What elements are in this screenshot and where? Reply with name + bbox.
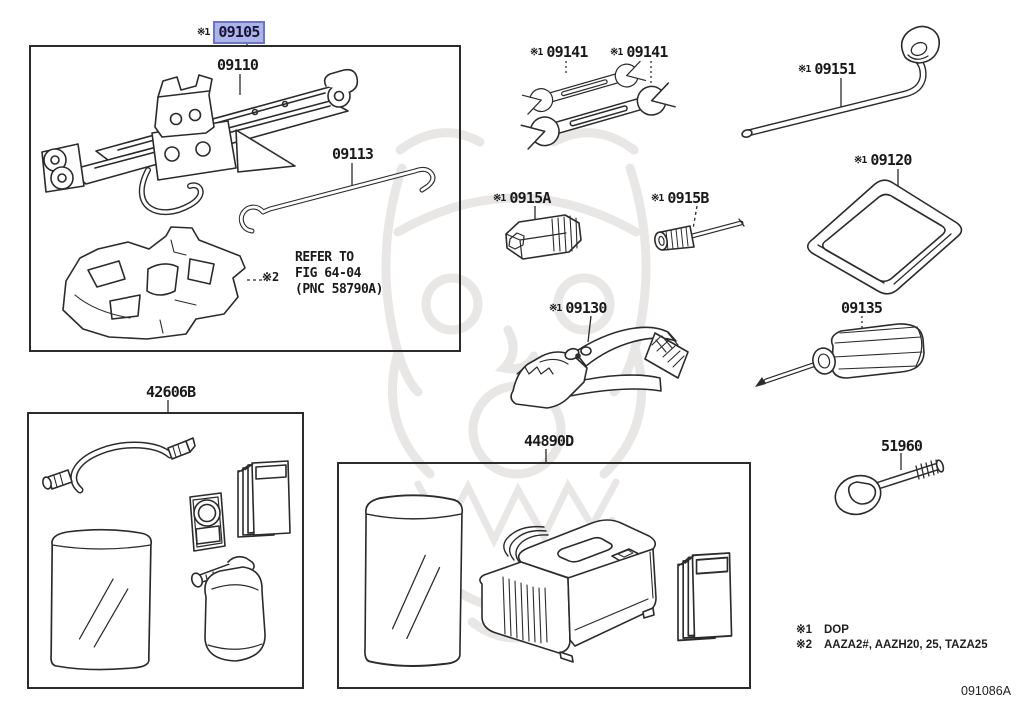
- diagram-number: 091086A: [961, 684, 1012, 698]
- part-code-09105[interactable]: 09105: [213, 21, 264, 44]
- part-label-09110: 09110: [217, 56, 259, 74]
- screwdriver-drawing: [755, 324, 924, 387]
- part-label-0915B: ※1 0915B: [651, 189, 709, 207]
- booklet-drawing-2: [678, 553, 732, 640]
- part-label-09120: ※1 09120: [854, 151, 912, 169]
- part-label-51960: 51960: [881, 437, 923, 455]
- part-label-09141-right: ※1 09141: [610, 43, 668, 61]
- booklet-drawing-1: [238, 461, 290, 537]
- part-label-42606B: 42606B: [146, 383, 196, 401]
- part-label-09113: 09113: [332, 145, 374, 163]
- ref-marker-1: ※1: [197, 27, 210, 38]
- refnote-line1: REFER TO: [295, 250, 354, 265]
- plastic-bag-drawing-2: [365, 495, 462, 666]
- part-label-0915A: ※1 0915A: [493, 189, 551, 207]
- pliers-drawing: [511, 327, 688, 408]
- footnote-1: ※1 DOP: [796, 624, 849, 636]
- jack-bracket-drawing: [63, 227, 245, 339]
- pressure-gauge-drawing: [190, 493, 225, 551]
- refnote-line3: (PNC 58790A): [295, 282, 383, 297]
- part-label-09151: ※1 09151: [798, 60, 856, 78]
- footnote-2: ※2 AAZA2#, AAZH20, 25, TAZA25: [796, 639, 988, 651]
- part-label-09135: 09135: [841, 299, 883, 317]
- bracket-reference-note: [295, 250, 383, 298]
- part-label-09105[interactable]: [197, 21, 265, 44]
- part-label-09130: ※1 09130: [549, 299, 607, 317]
- part-label-09141-left: ※1 09141: [530, 43, 588, 61]
- part-label-44890D: 44890D: [524, 432, 574, 450]
- sealant-bottle-drawing: [190, 557, 265, 661]
- socket-drawing: [506, 215, 581, 259]
- jack-handle-drawing: [241, 169, 433, 231]
- extension-bit-drawing: [653, 219, 744, 251]
- tow-hook-drawing: [830, 459, 944, 520]
- tool-bag-drawing: [808, 180, 962, 294]
- plastic-bag-drawing-1: [51, 530, 151, 670]
- footnotes: [796, 623, 988, 653]
- wheel-nut-wrench-drawing: [741, 26, 939, 138]
- scissor-jack-drawing: [42, 70, 357, 212]
- refnote-line2: FIG 64-04: [295, 266, 361, 281]
- bracket-ref-marker: ※2: [262, 270, 280, 284]
- hose-coil-drawing: [42, 438, 195, 490]
